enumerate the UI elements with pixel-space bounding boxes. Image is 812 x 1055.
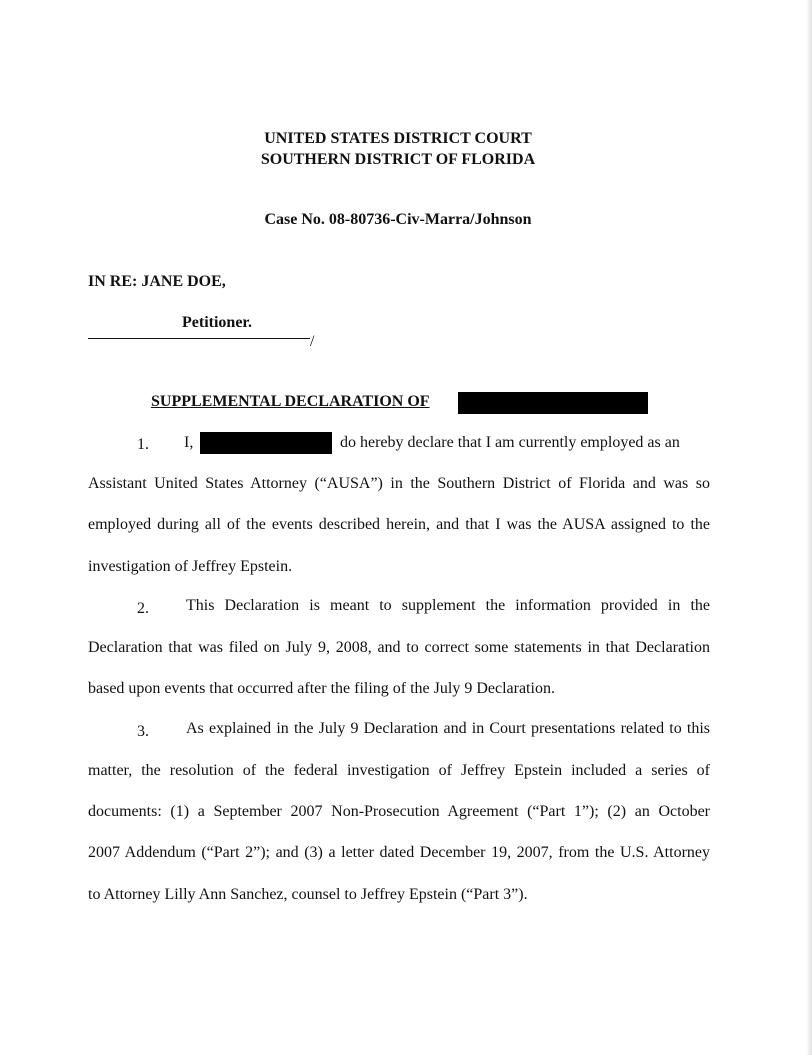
declaration-title-text: SUPPLEMENTAL DECLARATION OF xyxy=(151,393,430,410)
paragraph-3-line-4: 2007 Addendum (“Part 2”); and (3) a letter dated December 19, 2007, from the U.S. Attorney xyxy=(88,844,710,861)
caption-underline xyxy=(88,338,310,339)
caption-slash: / xyxy=(310,333,315,350)
court-name-line1: UNITED STATES DISTRICT COURT xyxy=(264,130,532,147)
redaction-bar-title xyxy=(458,392,648,414)
redaction-bar-name xyxy=(200,432,332,454)
paragraph-3-line-2: matter, the resolution of the federal investigation of Jeffrey Epstein included a series of xyxy=(88,762,710,779)
paragraph-1-line-4: investigation of Jeffrey Epstein. xyxy=(88,558,293,575)
paragraph-3-number: 3. xyxy=(137,723,149,740)
paragraph-2-line-1: This Declaration is meant to supplement the information provided in the xyxy=(186,597,710,614)
declaration-title xyxy=(151,393,430,411)
paragraph-3-line-3: documents: (1) a September 2007 Non-Prosecution Agreement (“Part 1”); (2) an October xyxy=(88,803,710,820)
paragraph-1-line-3: employed during all of the events described herein, and that I was the AUSA assigned to the xyxy=(88,516,710,533)
paragraph-1-line-1b: do hereby declare that I am currently employed as an xyxy=(340,434,680,451)
paragraph-1-number: 1. xyxy=(137,436,149,453)
case-number: Case No. 08-80736-Civ-Marra/Johnson xyxy=(264,211,532,228)
paragraph-2-number: 2. xyxy=(137,600,149,617)
page-edge-shadow xyxy=(806,0,812,1055)
paragraph-2-line-2: Declaration that was filed on July 9, 2008, and to correct some statements in that Declaration xyxy=(88,639,710,656)
paragraph-1-line-2: Assistant United States Attorney (“AUSA”) in the Southern District of Florida and was so xyxy=(88,475,710,492)
paragraph-3-line-5: to Attorney Lilly Ann Sanchez, counsel to Jeffrey Epstein (“Part 3”). xyxy=(88,886,528,903)
paragraph-2-line-3: based upon events that occurred after the filing of the July 9 Declaration. xyxy=(88,680,555,697)
paragraph-3-line-1: As explained in the July 9 Declaration and in Court presentations related to this xyxy=(186,720,710,737)
paragraph-1-line-1a: I, xyxy=(184,434,194,451)
in-re-caption: IN RE: JANE DOE, xyxy=(88,273,226,290)
court-name-line2: SOUTHERN DISTRICT OF FLORIDA xyxy=(260,151,536,168)
petitioner-label: Petitioner. xyxy=(182,314,253,331)
